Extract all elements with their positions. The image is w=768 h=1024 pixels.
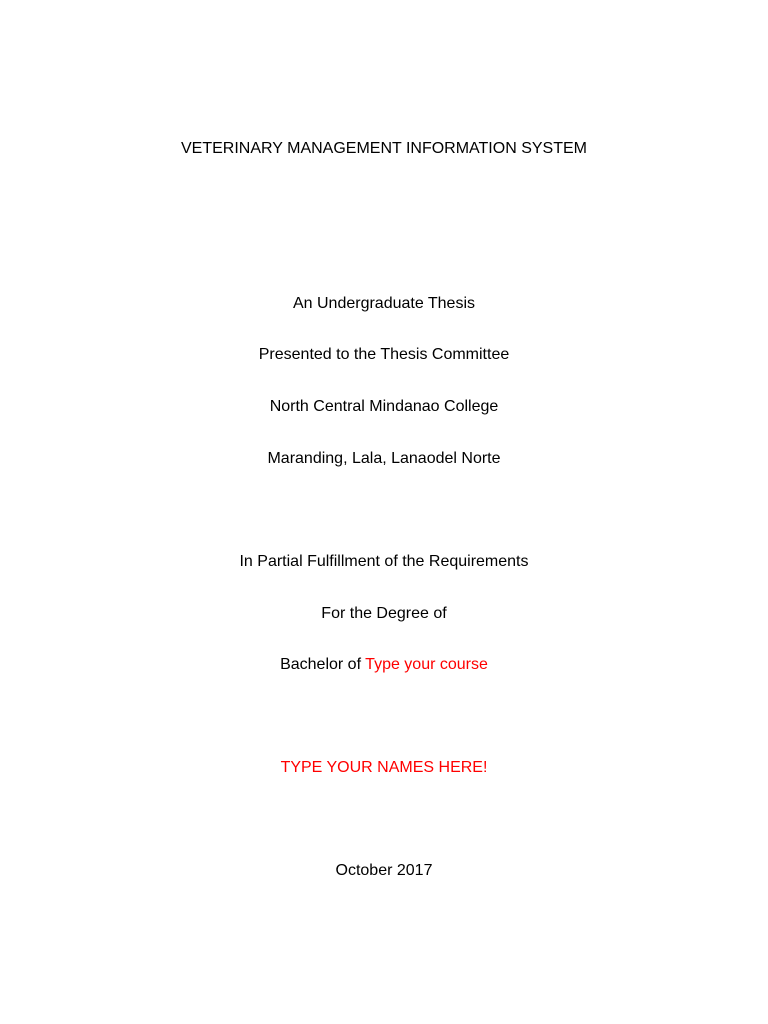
degree-intro: For the Degree of	[321, 605, 447, 622]
degree-line	[0, 655, 768, 675]
fulfillment-statement: In Partial Fulfillment of the Requirements	[239, 553, 529, 570]
names-placeholder: TYPE YOUR NAMES HERE!	[280, 759, 488, 776]
course-placeholder: Type your course	[365, 656, 488, 673]
institution-name: North Central Mindanao College	[269, 398, 499, 415]
submission-date: October 2017	[335, 862, 433, 879]
presented-to: Presented to the Thesis Committee	[258, 346, 510, 363]
thesis-title: VETERINARY MANAGEMENT INFORMATION SYSTEM	[181, 140, 587, 157]
degree-prefix: Bachelor of	[280, 656, 366, 673]
institution-location: Maranding, Lala, Lanaodel Norte	[267, 450, 501, 467]
thesis-type: An Undergraduate Thesis	[292, 295, 476, 312]
